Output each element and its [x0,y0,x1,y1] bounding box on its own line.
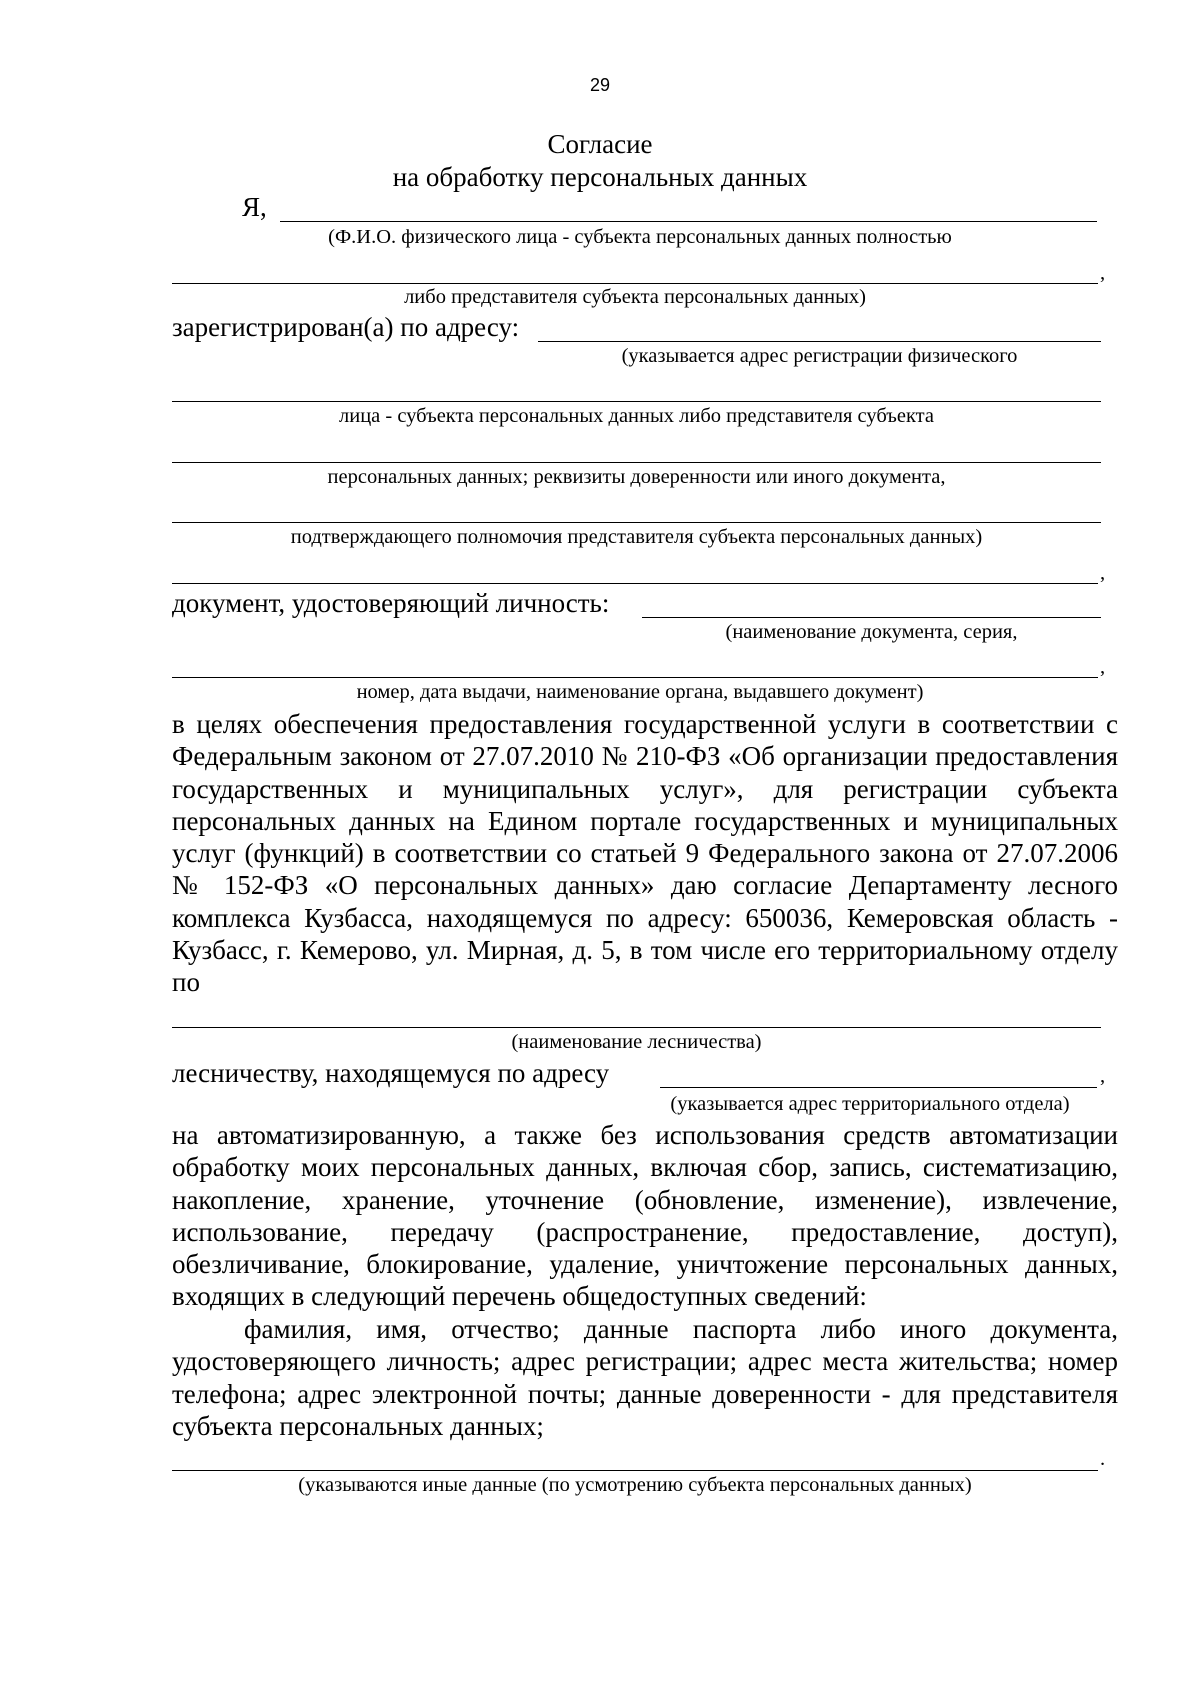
forestry-address-field-line[interactable] [660,1087,1097,1088]
other-data-period: . [1100,1448,1106,1470]
doc-hint-2: номер, дата выдачи, наименование органа, выдавшего документ) [356,681,924,703]
forestry-name-field-line[interactable] [172,1027,1101,1028]
registered-label: зарегистрирован(а) по адресу: [172,312,520,342]
purpose-paragraph: в целях обеспечения предоставления государственной услуги в соответствии с Федеральным законом от 27.07.2010 № 210-ФЗ «Об организации предоставления государственных и муниципальных услуг», для регистрации субъекта персональных данных на Едином портале государственных и муниципальных услуг (функций) в соответствии со статьей 9 Федерального закона от 27.07.2006 № 152-ФЗ «О персональных данных» даю согласие Департаменту лесного комплекса Кузбасса, находящемуся по адресу: 650036, Кемеровская область - Кузбасс, г. Кемерово, ул. Мирная, д. 5, в том числе его территориальному отделу по [172,709,1118,998]
forestry-comma: , [1100,1065,1106,1087]
fio-hint-2: либо представителя субъекта персональных данных) [404,286,866,308]
forestry-hint: (наименование лесничества) [511,1031,762,1053]
forestry-label: лесничеству, находящемуся по адресу [172,1058,610,1088]
address-hint-3: персональных данных; реквизиты доверенности или иного документа, [327,466,946,488]
doc-field-line-2[interactable] [172,677,1098,678]
address-field-line-1[interactable] [538,341,1101,342]
doc-hint-1: (наименование документа, серия, [725,621,1018,643]
data-list-paragraph: фамилия, имя, отчество; данные паспорта либо иного документа, удостоверяющего личность; адрес регистрации; адрес места жительства; номер телефона; адрес электронной почты; данные доверенности - для представителя субъекта персональных данных; [172,1314,1118,1441]
address-hint-2: лица - субъекта персональных данных либо представителя субъекта [339,405,934,427]
address-field-line-5[interactable] [172,583,1098,584]
address-field-line-3[interactable] [172,462,1101,463]
other-data-hint: (указываются иные данные (по усмотрению субъекта персональных данных) [298,1474,972,1496]
ya-label: Я, [242,192,267,222]
fio-field-line-2[interactable] [172,283,1098,284]
address-comma: , [1100,562,1106,584]
fio-field-line-1[interactable] [280,221,1097,222]
fio-comma: , [1100,262,1106,284]
doc-comma: , [1100,656,1106,678]
doc-label: документ, удостоверяющий личность: [172,588,610,618]
address-hint-4: подтверждающего полномочия представителя субъекта персональных данных) [290,526,983,548]
address-hint-1: (указывается адрес регистрации физического [621,345,1018,367]
doc-field-line-1[interactable] [642,617,1101,618]
other-data-field-line[interactable] [172,1470,1098,1471]
document-title: Согласие [547,129,653,159]
address-field-line-2[interactable] [172,401,1101,402]
forestry-address-hint: (указывается адрес территориального отдела) [670,1093,1070,1115]
fio-hint-1: (Ф.И.О. физического лица - субъекта персональных данных полностью [328,226,952,248]
processing-paragraph: на автоматизированную, а также без использования средств автоматизации обработку моих персональных данных, включая сбор, запись, систематизацию, накопление, хранение, уточнение (обновление, изменение), извлечение, использование, передачу (распространение, предоставление, доступ), обезличивание, блокирование, удаление, уничтожение персональных данных, входящих в следующий перечень общедоступных сведений: [172,1120,1118,1312]
address-field-line-4[interactable] [172,522,1101,523]
document-subtitle: на обработку персональных данных [392,162,808,192]
page-number: 29 [589,75,611,95]
